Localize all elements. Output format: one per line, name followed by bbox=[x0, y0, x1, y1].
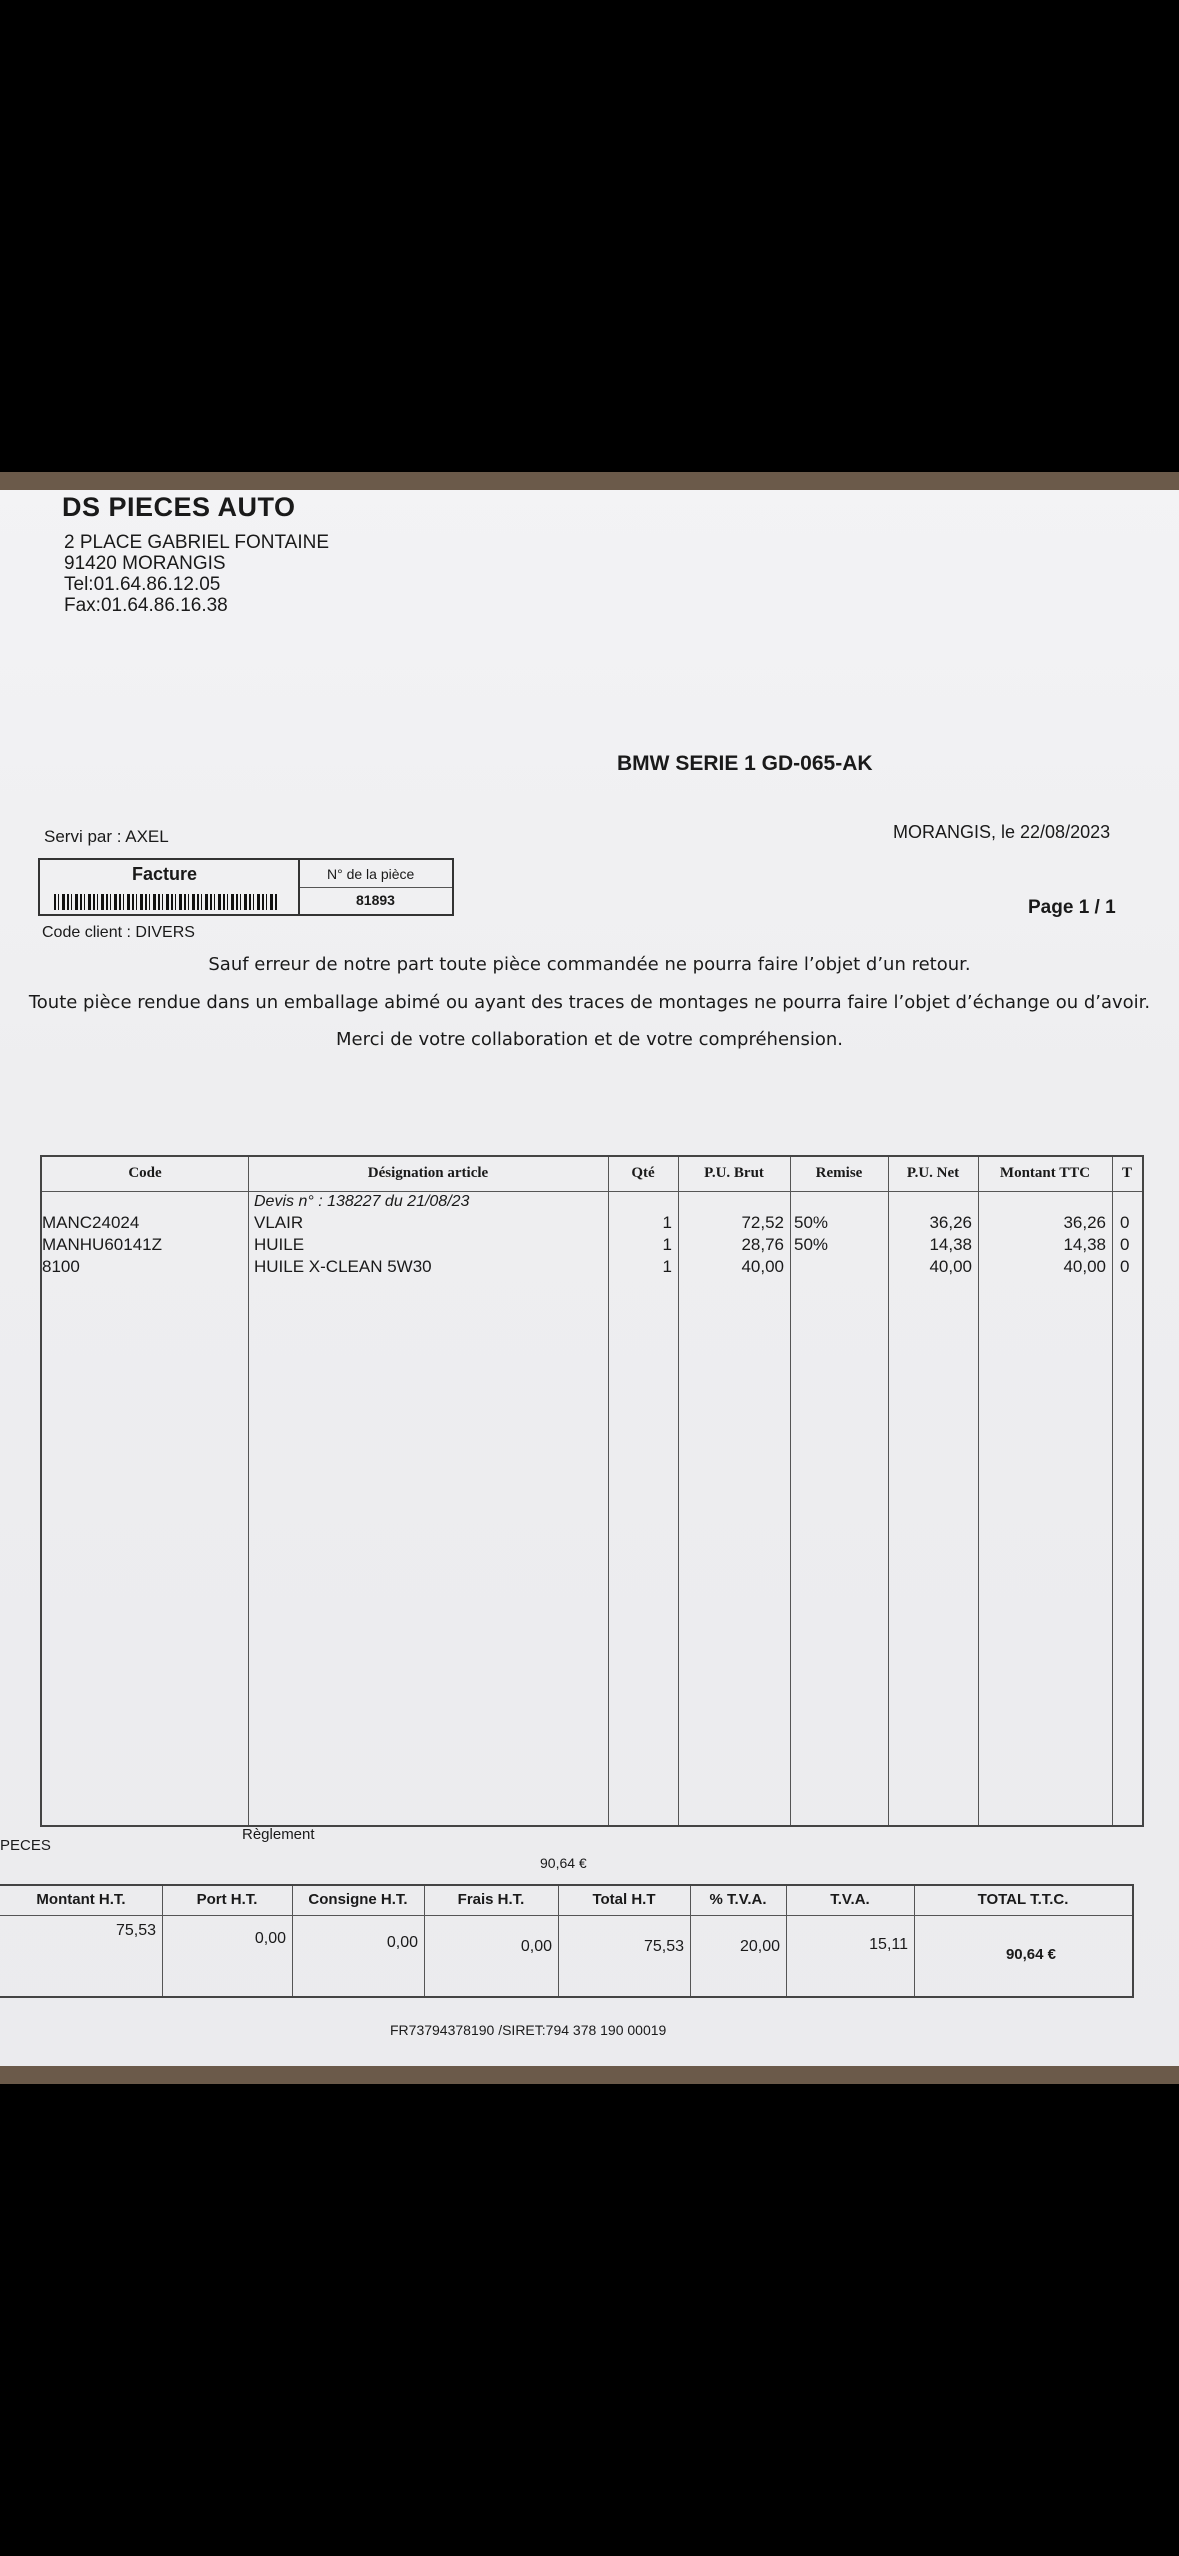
quote-reference: Devis n° : 138227 du 21/08/23 bbox=[254, 1193, 470, 1210]
row-qty: 1 bbox=[662, 1257, 672, 1276]
page-number: Page 1 / 1 bbox=[1028, 897, 1116, 918]
document-type-box bbox=[38, 858, 454, 916]
totals-tva: 15,11 bbox=[869, 1936, 908, 1953]
piece-number: 81893 bbox=[356, 892, 395, 908]
totals-ttc: 90,64 € bbox=[1005, 1946, 1056, 1963]
row-code: 8100 bbox=[42, 1257, 80, 1276]
header-pu-net: P.U. Net bbox=[906, 1165, 960, 1181]
header-pu-brut: P.U. Brut bbox=[704, 1165, 764, 1181]
row-remise: 50% bbox=[794, 1213, 829, 1232]
totals-header-port-ht: Port H.T. bbox=[196, 1891, 258, 1908]
payment-label: Règlement bbox=[242, 1826, 315, 1843]
company-address-line2: 91420 MORANGIS bbox=[64, 553, 226, 574]
payment-mode: PECES bbox=[0, 1837, 51, 1854]
place-date: MORANGIS, le 22/08/2023 bbox=[893, 822, 1111, 842]
row-designation: HUILE bbox=[254, 1235, 305, 1254]
table-edge-top bbox=[0, 472, 1179, 490]
totals-montant-ht: 75,53 bbox=[115, 1922, 156, 1939]
row-t: 0 bbox=[1120, 1235, 1130, 1254]
invoice-paper bbox=[0, 472, 1179, 2084]
header-t: T bbox=[1121, 1165, 1132, 1181]
company-fax: Fax:01.64.86.16.38 bbox=[64, 595, 228, 616]
row-qty: 1 bbox=[662, 1213, 672, 1232]
table-edge-bottom bbox=[0, 2066, 1179, 2084]
document-type-label: Facture bbox=[132, 864, 198, 884]
header-qty: Qté bbox=[631, 1165, 655, 1181]
row-pu-net: 40,00 bbox=[929, 1257, 972, 1276]
totals-header-consigne-ht: Consigne H.T. bbox=[308, 1891, 408, 1908]
totals-header-frais-ht: Frais H.T. bbox=[457, 1891, 525, 1908]
row-pu-brut: 40,00 bbox=[741, 1257, 784, 1276]
totals-header-ttc: TOTAL T.T.C. bbox=[977, 1891, 1069, 1908]
notice-thanks: Merci de votre collaboration et de votre compréhension. bbox=[336, 1029, 843, 1050]
totals-port-ht: 0,00 bbox=[254, 1930, 286, 1947]
vehicle-reference: BMW SERIE 1 GD-065-AK bbox=[617, 752, 873, 775]
payment-amount: 90,64 € bbox=[540, 1855, 587, 1871]
row-pu-net: 36,26 bbox=[929, 1213, 972, 1232]
row-pu-net: 14,38 bbox=[929, 1235, 972, 1254]
piece-number-label: N° de la pièce bbox=[327, 866, 415, 882]
totals-table bbox=[0, 1884, 1134, 1998]
row-qty: 1 bbox=[662, 1235, 672, 1254]
served-by: Servi par : AXEL bbox=[44, 827, 169, 846]
totals-consigne-ht: 0,00 bbox=[386, 1934, 418, 1951]
row-montant: 40,00 bbox=[1063, 1257, 1106, 1276]
row-montant: 14,38 bbox=[1063, 1235, 1106, 1254]
row-t: 0 bbox=[1120, 1213, 1130, 1232]
header-remise: Remise bbox=[815, 1165, 863, 1181]
items-table bbox=[40, 1155, 1144, 1827]
row-designation: VLAIR bbox=[254, 1213, 304, 1232]
row-montant: 36,26 bbox=[1063, 1213, 1106, 1232]
header-montant-ttc: Montant TTC bbox=[999, 1165, 1091, 1181]
totals-header-tva: T.V.A. bbox=[830, 1891, 870, 1908]
header-code: Code bbox=[128, 1165, 162, 1181]
row-code: MANC24024 bbox=[42, 1213, 140, 1232]
company-address-line1: 2 PLACE GABRIEL FONTAINE bbox=[64, 532, 330, 553]
header-designation: Désignation article bbox=[367, 1165, 489, 1181]
totals-header-montant-ht: Montant H.T. bbox=[36, 1891, 126, 1908]
row-pu-brut: 28,76 bbox=[741, 1235, 784, 1254]
row-designation: HUILE X-CLEAN 5W30 bbox=[254, 1257, 432, 1276]
totals-header-total-ht: Total H.T bbox=[592, 1891, 656, 1908]
client-code: Code client : DIVERS bbox=[42, 924, 195, 941]
totals-tva-rate: 20,00 bbox=[739, 1938, 780, 1955]
company-name: DS PIECES AUTO bbox=[62, 492, 296, 522]
row-t: 0 bbox=[1120, 1257, 1130, 1276]
barcode-icon bbox=[54, 894, 278, 910]
totals-header-tva-rate: % T.V.A. bbox=[709, 1891, 767, 1908]
row-pu-brut: 72,52 bbox=[741, 1213, 784, 1232]
totals-frais-ht: 0,00 bbox=[520, 1938, 552, 1955]
siret-footer: FR73794378190 /SIRET:794 378 190 00019 bbox=[390, 2022, 667, 2038]
row-remise: 50% bbox=[794, 1235, 829, 1254]
company-phone: Tel:01.64.86.12.05 bbox=[64, 574, 221, 595]
notice-no-return: Sauf erreur de notre part toute pièce commandée ne pourra faire l’objet d’un retour. bbox=[208, 954, 971, 975]
totals-total-ht: 75,53 bbox=[643, 1938, 684, 1955]
notice-damaged-return: Toute pièce rendue dans un emballage abimé ou ayant des traces de montages ne pourra faire l’objet d’échange ou d’avoir. bbox=[28, 992, 1151, 1013]
row-code: MANHU60141Z bbox=[42, 1235, 162, 1254]
